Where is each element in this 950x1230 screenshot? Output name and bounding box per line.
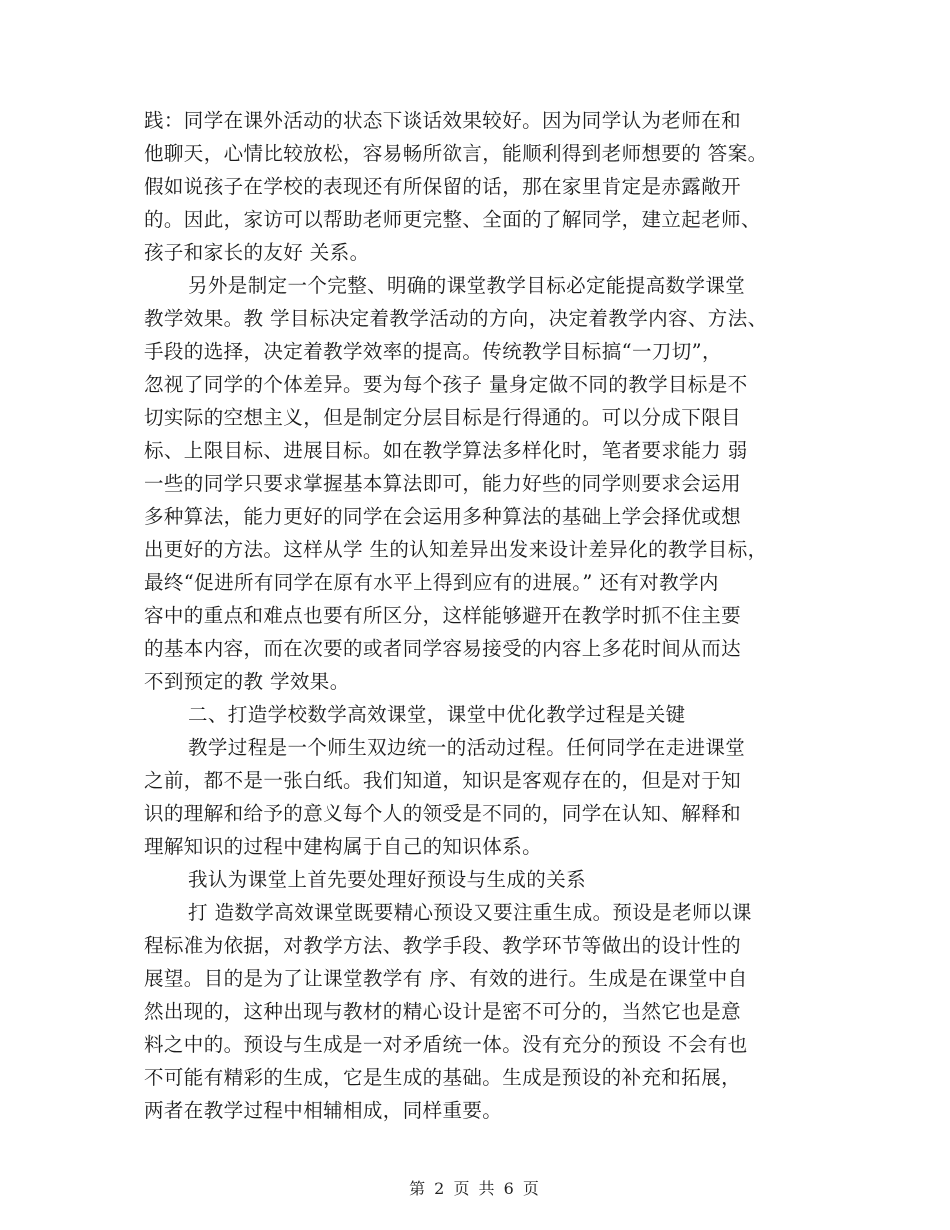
text-line: 一些的同学只要求掌握基本算法即可，能力好些的同学则要求会运用 <box>144 472 742 495</box>
section-heading: 二、打造学校数学高效课堂，课堂中优化教学过程是关键 <box>188 703 686 726</box>
paragraph-start-line: 教学过程是一个师生双边统一的活动过程。任何同学在走进课堂 <box>188 736 746 759</box>
text-line: 忽视了同学的个体差异。要为每个孩子 量身定做不同的教学目标是不 <box>144 373 748 396</box>
text-line: 践：同学在课外活动的状态下谈话效果较好。因为同学认为老师在和 <box>144 109 742 132</box>
text-line: 的。因此，家访可以帮助老师更完整、全面的了解同学，建立起老师、 <box>144 208 761 231</box>
text-line: 的基本内容，而在次要的或者同学容易接受的内容上多花时间从而达 <box>144 637 742 660</box>
paragraph-start-line: 打 造数学高效课堂既要精心预设又要注重生成。预设是老师以课 <box>188 901 752 924</box>
text-line: 展望。目的是为了让课堂教学有 序、有效的进行。生成是在课堂中自 <box>144 967 748 990</box>
text-line: 理解知识的过程中建构属于自己的知识体系。 <box>144 835 543 858</box>
text-line: 孩子和家长的友好 关系。 <box>144 241 370 264</box>
body-text <box>144 104 834 1127</box>
text-line: 容中的重点和难点也要有所区分，这样能够避开在教学时抓不住主要 <box>144 604 742 627</box>
text-line: 假如说孩子在学校的表现还有所保留的话，那在家里肯定是赤露敞开 <box>144 175 742 198</box>
text-line: 标、上限目标、进展目标。如在教学算法多样化时，笔者要求能力 弱 <box>144 439 748 462</box>
subsection-heading: 我认为课堂上首先要处理好预设与生成的关系 <box>188 868 587 891</box>
text-line: 多种算法，能力更好的同学在会运用多种算法的基础上学会择优或想 <box>144 505 742 528</box>
text-line: 两者在教学过程中相辅相成，同样重要。 <box>144 1099 503 1122</box>
text-line: 他聊天，心情比较放松，容易畅所欲言，能顺利得到老师想要的 答案。 <box>144 142 768 165</box>
text-line: 手段的选择，决定着教学效率的提高。传统教学目标搞“一刀切”， <box>144 340 722 363</box>
page-number-footer: 第 2 页 共 6 页 <box>409 1179 541 1198</box>
text-line: 识的理解和给予的意义每个人的领受是不同的，同学在认知、解释和 <box>144 802 742 825</box>
paragraph-start-line: 另外是制定一个完整、明确的课堂教学目标必定能提高数学课堂 <box>188 274 746 297</box>
text-line: 然出现的，这种出现与教材的精心设计是密不可分的，当然它也是意 <box>144 1000 742 1023</box>
text-line: 教学效果。教 学目标决定着教学活动的方向，决定着教学内容、方法、 <box>144 307 768 330</box>
text-line: 出更好的方法。这样从学 生的认知差异出发来设计差异化的教学目标， <box>144 538 768 561</box>
text-line: 不可能有精彩的生成，它是生成的基础。生成是预设的补充和拓展， <box>144 1066 742 1089</box>
text-line: 程标准为依据，对教学方法、教学手段、教学环节等做出的设计性的 <box>144 934 742 957</box>
text-line: 最终“促进所有同学在原有水平上得到应有的进展。” 还有对教学内 <box>144 571 719 594</box>
text-line: 之前，都不是一张白纸。我们知道，知识是客观存在的，但是对于知 <box>144 769 742 792</box>
text-line: 不到预定的教 学效果。 <box>144 670 350 693</box>
text-line: 料之中的。预设与生成是一对矛盾统一体。没有充分的预设 不会有也 <box>144 1033 748 1056</box>
text-line: 切实际的空想主义，但是制定分层目标是行得通的。可以分成下限目 <box>144 406 742 429</box>
